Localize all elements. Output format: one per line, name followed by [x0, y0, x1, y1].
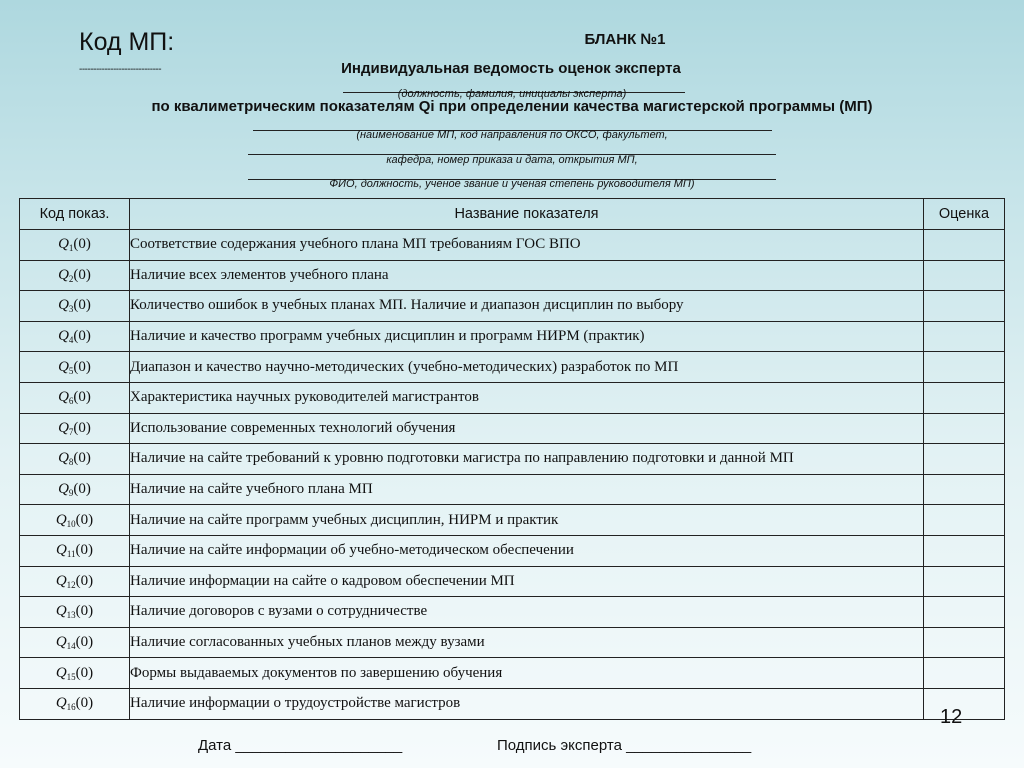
- qualimetric-title: по квалиметрическим показателям Qi при определении качества магистерской программы (МП): [151, 98, 873, 115]
- score-cell[interactable]: [924, 321, 1005, 352]
- header-name: Название показателя: [130, 199, 924, 230]
- indicator-code: $Q_8(0)$: [20, 444, 130, 475]
- score-cell[interactable]: [924, 291, 1005, 322]
- score-cell[interactable]: [924, 627, 1005, 658]
- head-caption: ФИО, должность, ученое звание и ученая степень руководителя МП): [329, 178, 695, 190]
- table-row: [20, 413, 1005, 444]
- score-cell[interactable]: [924, 230, 1005, 261]
- table-row: [20, 627, 1005, 658]
- department-caption: кафедра, номер приказа и дата, открытия МП,: [386, 154, 638, 166]
- indicator-code: $Q_{16}(0)$: [20, 688, 130, 719]
- indicator-code: $Q_6(0)$: [20, 382, 130, 413]
- individual-title: Индивидуальная ведомость оценок эксперта: [341, 60, 681, 77]
- indicator-code: $Q_5(0)$: [20, 352, 130, 383]
- indicator-code: $Q_{11}(0)$: [20, 535, 130, 566]
- table-row: [20, 321, 1005, 352]
- score-cell[interactable]: [924, 505, 1005, 536]
- indicator-name: Характеристика научных руководителей магистрантов: [130, 382, 924, 413]
- indicator-name: Наличие на сайте учебного плана МП: [130, 474, 924, 505]
- code-mp-blank: -----------------------------: [79, 64, 162, 75]
- mp-caption: (наименование МП, код направления по ОКСО, факультет,: [356, 129, 668, 141]
- date-field: Дата ____________________: [198, 737, 403, 754]
- indicator-code: $Q_9(0)$: [20, 474, 130, 505]
- table-row: [20, 291, 1005, 322]
- table-row: [20, 352, 1005, 383]
- table-row: [20, 535, 1005, 566]
- indicator-name: Наличие на сайте информации об учебно-методическом обеспечении: [130, 535, 924, 566]
- table-row: [20, 597, 1005, 628]
- score-cell[interactable]: [924, 260, 1005, 291]
- indicator-name: Наличие согласованных учебных планов между вузами: [130, 627, 924, 658]
- blank-number: БЛАНК №1: [584, 31, 666, 48]
- table-row: [20, 230, 1005, 261]
- score-cell[interactable]: [924, 566, 1005, 597]
- table-row: [20, 382, 1005, 413]
- indicator-code: $Q_7(0)$: [20, 413, 130, 444]
- indicator-name: Наличие и качество программ учебных дисциплин и программ НИРМ (практик): [130, 321, 924, 352]
- score-cell[interactable]: [924, 382, 1005, 413]
- score-cell[interactable]: [924, 352, 1005, 383]
- indicator-name: Наличие информации о трудоустройстве магистров: [130, 688, 924, 719]
- score-cell[interactable]: [924, 535, 1005, 566]
- table-row: [20, 505, 1005, 536]
- score-cell[interactable]: [924, 688, 1005, 719]
- expert-caption: (должность, фамилия, инициалы эксперта): [397, 88, 627, 100]
- indicator-code: $Q_{10}(0)$: [20, 505, 130, 536]
- indicator-name: Наличие договоров с вузами о сотрудничестве: [130, 597, 924, 628]
- indicator-name: Наличие на сайте программ учебных дисциплин, НИРМ и практик: [130, 505, 924, 536]
- score-cell[interactable]: [924, 658, 1005, 689]
- score-cell[interactable]: [924, 474, 1005, 505]
- table-row: [20, 658, 1005, 689]
- header-code: Код показ.: [20, 199, 130, 230]
- table-row: [20, 260, 1005, 291]
- indicator-name: Использование современных технологий обучения: [130, 413, 924, 444]
- score-cell[interactable]: [924, 413, 1005, 444]
- indicator-code: $Q_{12}(0)$: [20, 566, 130, 597]
- indicator-code: $Q_3(0)$: [20, 291, 130, 322]
- table-row: [20, 444, 1005, 475]
- table-row: [20, 688, 1005, 719]
- indicator-code: $Q_{13}(0)$: [20, 597, 130, 628]
- indicator-code: $Q_2(0)$: [20, 260, 130, 291]
- indicator-name: Соответствие содержания учебного плана МП требованиям ГОС ВПО: [130, 230, 924, 261]
- indicator-name: Количество ошибок в учебных планах МП. Наличие и диапазон дисциплин по выбору: [130, 291, 924, 322]
- indicator-name: Формы выдаваемых документов по завершению обучения: [130, 658, 924, 689]
- table-row: [20, 474, 1005, 505]
- criteria-table: [19, 198, 1005, 720]
- signature-field: Подпись эксперта _______________: [497, 737, 752, 754]
- indicator-name: Наличие всех элементов учебного плана: [130, 260, 924, 291]
- table-header-row: [20, 199, 1005, 230]
- score-cell[interactable]: [924, 444, 1005, 475]
- indicator-code: $Q_{14}(0)$: [20, 627, 130, 658]
- indicator-name: Наличие на сайте требований к уровню подготовки магистра по направлению подготовки и данной МП: [130, 444, 924, 475]
- indicator-code: $Q_{15}(0)$: [20, 658, 130, 689]
- indicator-code: $Q_4(0)$: [20, 321, 130, 352]
- page-number: 12: [940, 706, 963, 728]
- indicator-name: Диапазон и качество научно-методических (учебно-методических) разработок по МП: [130, 352, 924, 383]
- indicator-code: $Q_1(0)$: [20, 230, 130, 261]
- header-score: Оценка: [924, 199, 1005, 230]
- score-cell[interactable]: [924, 597, 1005, 628]
- table-row: [20, 566, 1005, 597]
- indicator-name: Наличие информации на сайте о кадровом обеспечении МП: [130, 566, 924, 597]
- code-mp-label: Код МП:: [79, 28, 175, 56]
